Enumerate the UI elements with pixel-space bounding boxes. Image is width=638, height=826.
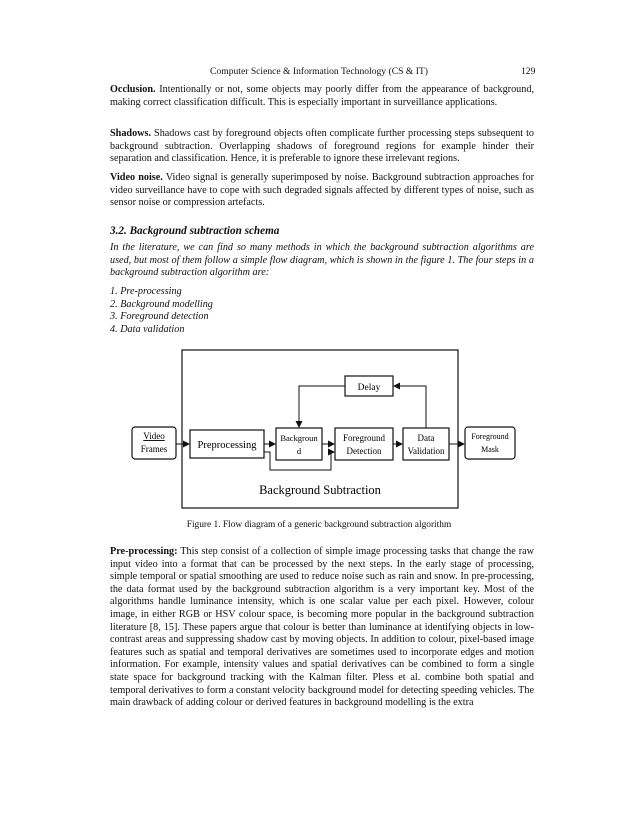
steps-list bbox=[110, 286, 213, 336]
shadows-paragraph bbox=[110, 128, 534, 166]
page-number: 129 bbox=[521, 66, 536, 77]
list-item: 2. Background modelling bbox=[110, 298, 213, 310]
flow-diagram bbox=[124, 348, 524, 513]
preprocessing-label: Preprocessing bbox=[197, 440, 257, 451]
data-validation-line1: Data bbox=[417, 433, 435, 443]
list-item: 3. Foreground detection bbox=[110, 311, 209, 323]
video-frames-line1: Video bbox=[143, 431, 165, 441]
delay-label: Delay bbox=[357, 383, 381, 393]
video-noise-paragraph bbox=[110, 172, 534, 210]
foreground-detection-line1: Foreground bbox=[343, 433, 385, 443]
arrow-validation-to-delay bbox=[394, 386, 426, 428]
occlusion-label: Occlusion. bbox=[110, 84, 156, 95]
foreground-detection-line2: Detection bbox=[346, 446, 382, 456]
foreground-mask-line2: Mask bbox=[481, 445, 499, 454]
foreground-mask-line1: Foreground bbox=[471, 432, 509, 441]
shadows-label: Shadows. bbox=[110, 128, 152, 139]
video-noise-label: Video noise. bbox=[110, 172, 163, 183]
list-item: 4. Data validation bbox=[110, 323, 185, 335]
occlusion-text: Intentionally or not, some objects may poorly differ from the appearance of background, making correct classification difficult. This is especially important in surveillance applications. bbox=[110, 84, 534, 108]
journal-title: Computer Science & Information Technology (CS & IT) bbox=[210, 66, 428, 77]
data-validation-line2: Validation bbox=[407, 446, 445, 456]
arrow-delay-to-background bbox=[299, 386, 345, 427]
preprocessing-para-label: Pre-processing: bbox=[110, 546, 178, 557]
background-subtraction-label: Background Subtraction bbox=[259, 483, 381, 497]
shadows-text: Shadows cast by foreground objects often complicate further processing steps subsequent to background subtraction. Overlapping shadows of foreground regions for example hinder their separation and classification. Hence, it is preferable to ignore these irrelevant regions. bbox=[110, 128, 534, 165]
video-noise-text: Video signal is generally superimposed by noise. Background subtraction approaches for video surveillance have to cope with such degraded signals affected by different types of noise, such as sensor noise or compression artefacts. bbox=[110, 172, 534, 209]
video-frames-line2: Frames bbox=[140, 444, 168, 454]
occlusion-paragraph bbox=[110, 84, 534, 109]
section-intro: In the literature, we can find so many methods in which the background subtraction algorithms are used, but most of them follow a simple flow diagram, which is shown in the figure 1. The four steps in a background subtraction algorithm are: bbox=[110, 242, 534, 279]
preprocessing-paragraph bbox=[110, 546, 534, 710]
list-item: 1. Pre-processing bbox=[110, 286, 182, 297]
figure-caption: Figure 1. Flow diagram of a generic background subtraction algorithm bbox=[186, 520, 452, 530]
background-line1: Backgroun bbox=[280, 433, 318, 443]
section-heading: 3.2. Background subtraction schema bbox=[110, 225, 280, 237]
preprocessing-para-text: This step consist of a collection of simple image processing tasks that change the raw input video into a format that can be processed by the next steps. In the early stage of processing, simple temporal or spatial smoothing are used to reduce noise such as rain and snow. In pre-processing, the data format used by the background subtraction algorithm is a very important key. Most of the algorithms handle luminance intensity, which is one scalar value per each pixel. However, colour image, in either RGB or HSV colour space, is becoming more popular in the background subtraction literature [8, 15]. These papers argue that colour is better than luminance at identifying objects in low-contrast areas and suppressing shadow cast by moving objects. In addition to colour, pixel-based image features such as spatial and temporal derivatives are sometimes used to incorporate edges and motion information. For example, intensity values and spatial derivatives can be combined to form a single state space for background tracking with the Kalman filter. Pless et al. combine both spatial and temporal derivatives to form a constant velocity background model for detecting speeding vehicles. The main drawback of adding colour or derived features in background modelling is the extra bbox=[110, 546, 534, 709]
background-line2: d bbox=[296, 446, 302, 456]
